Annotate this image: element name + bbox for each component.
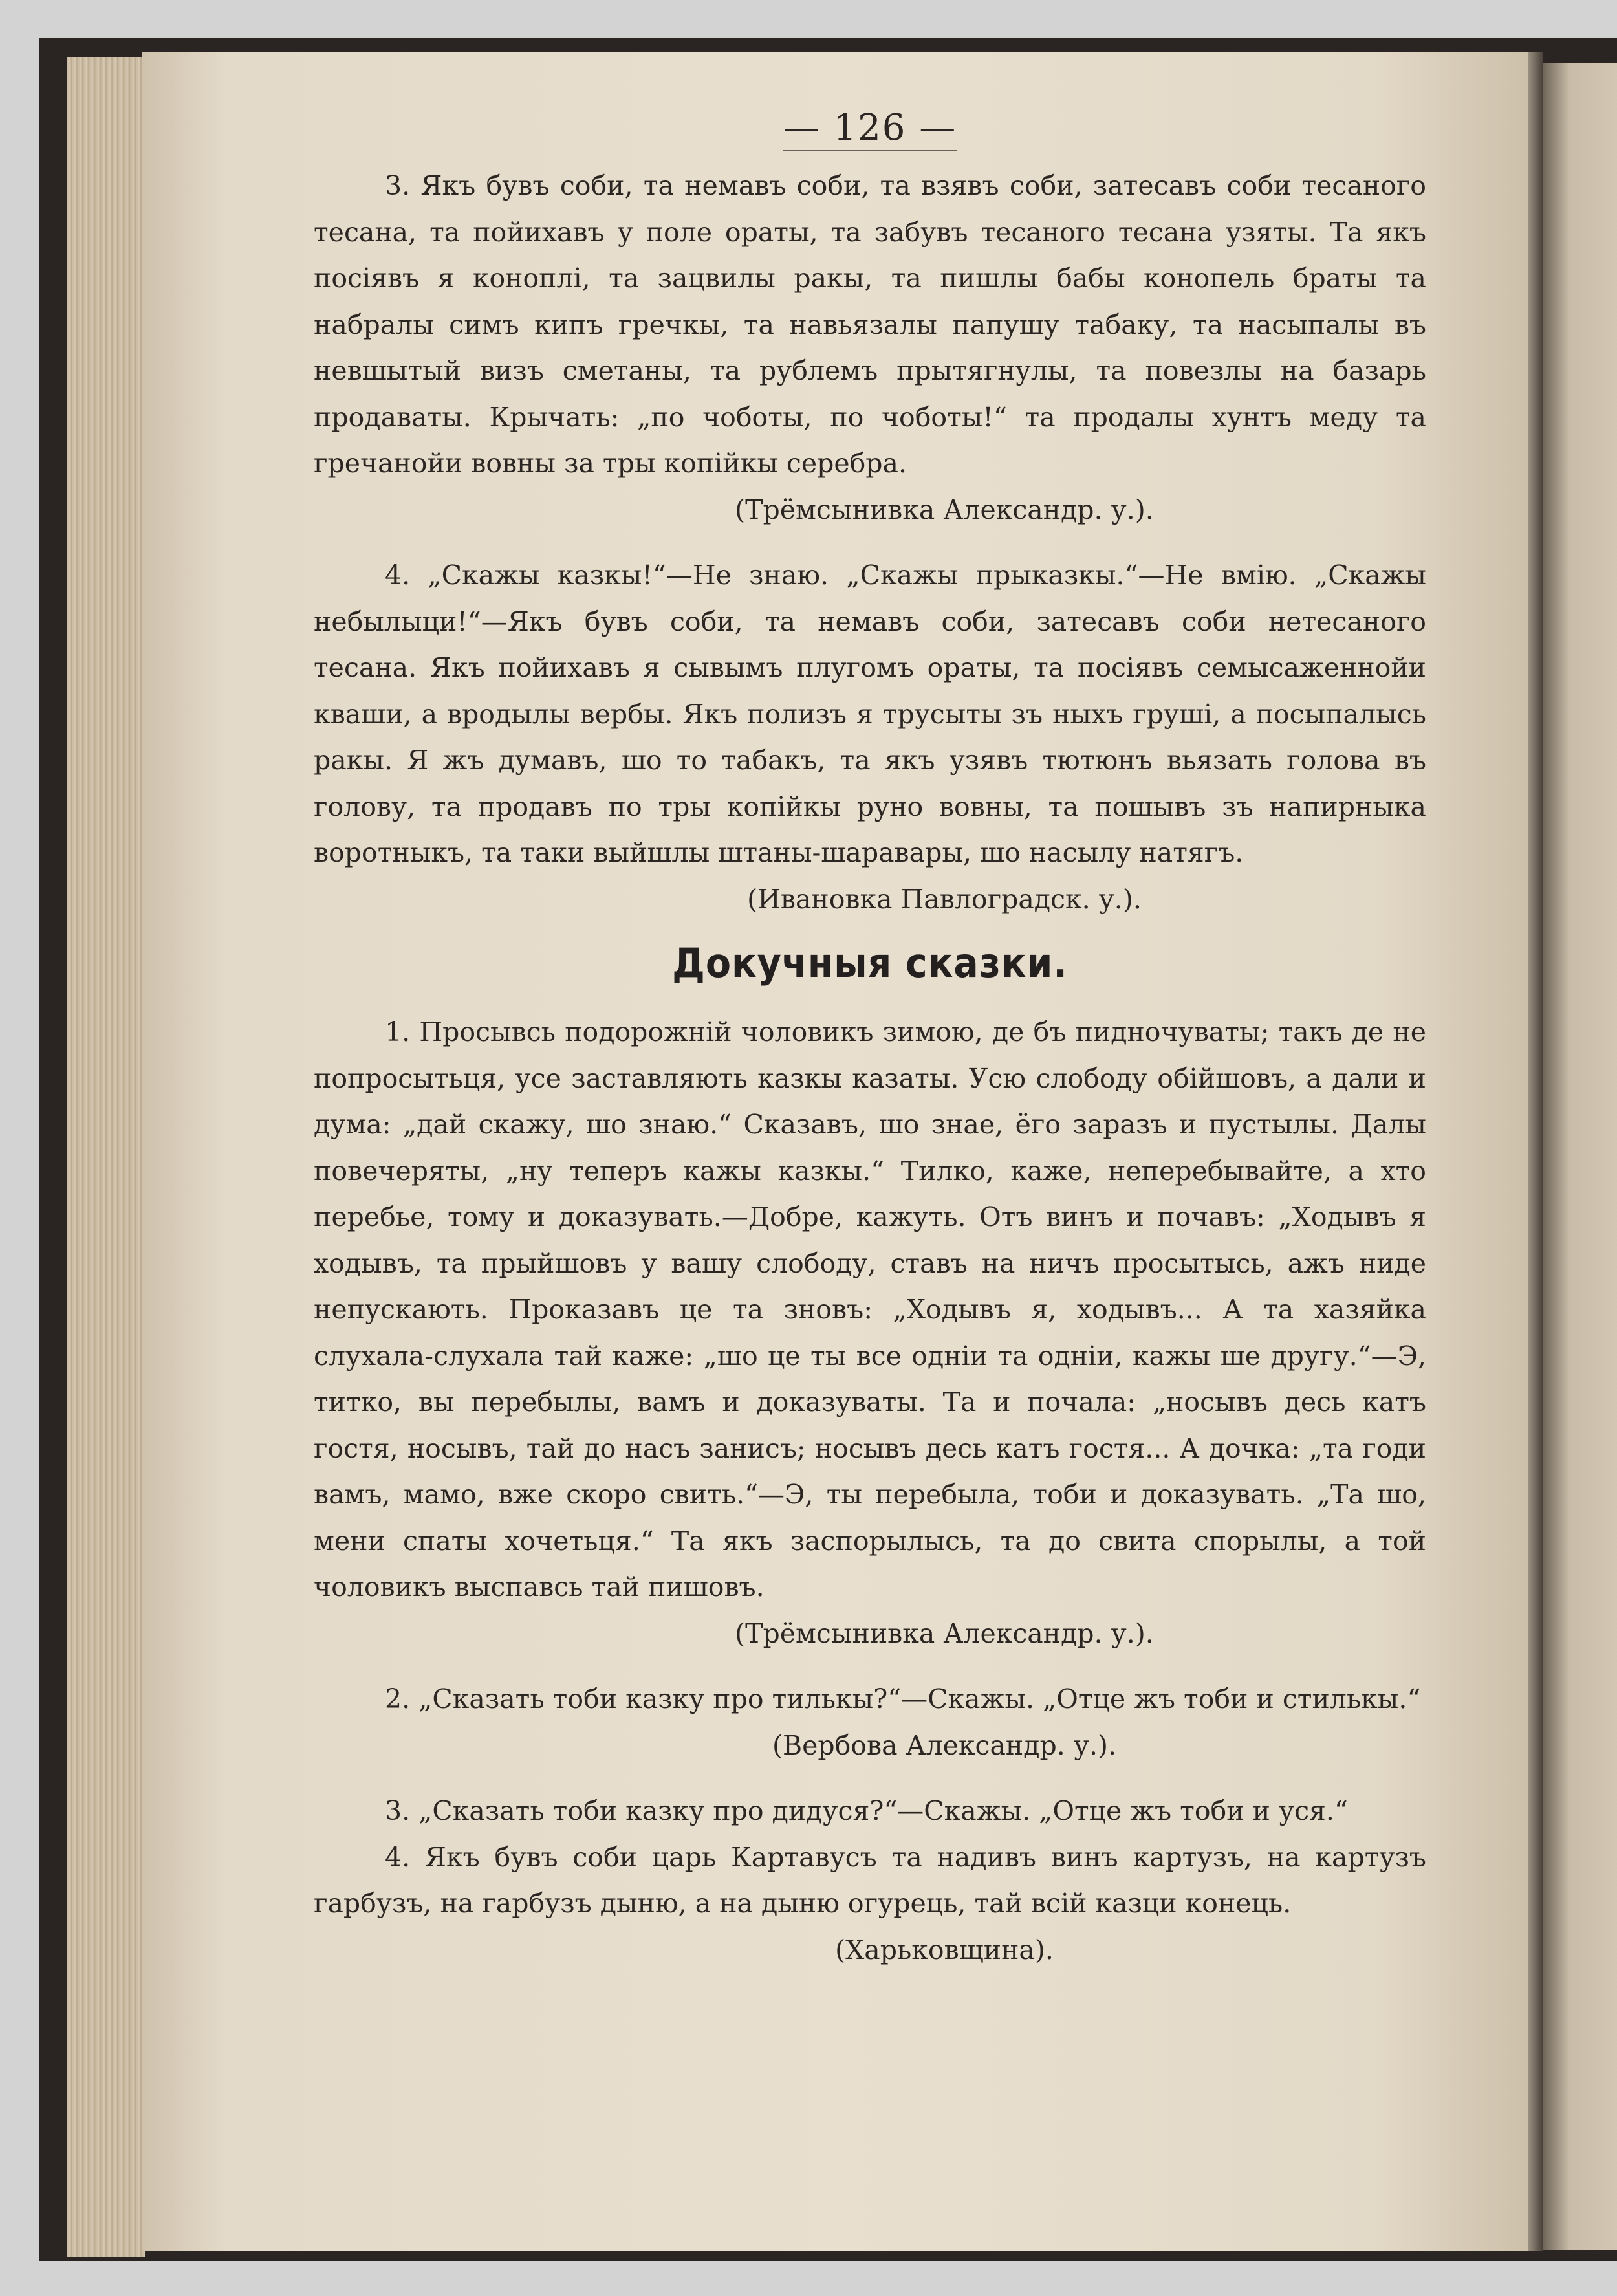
spacer <box>314 533 1426 552</box>
spacer <box>314 1769 1426 1788</box>
tale-1: 1. Просывсь подорожнiй чоловикъ зимою, де бъ пидночуваты; такъ де не попросытьця, усе заставляють казкы казаты. Усю слободу обiйшовъ, а дали и дума: „дай скажу, шо знаю.“ Сказавъ, шо знае, ёго заразъ и пустылы. Далы повечеряты, „ну теперъ кажы казкы.“ Тилко, каже, неперебывайте, а хто перебье, тому и доказувать.—Добре, кажуть. Отъ винъ и почавъ: „Ходывъ я ходывъ, та прыйшовъ у вашу слободу, ставъ на ничъ просытысь, ажъ ниде непускають. Проказавъ це та зновъ: „Ходывъ я, ходывъ... А та хазяйка слухала-слухала тай каже: „шо це ты все однiи та однiи, кажы ше другу.“—Э, титко, вы перебылы, вамъ и доказуваты. Та и почала: „носывъ десь катъ гостя, носывъ, тай до насъ занисъ; носывъ десь катъ гостя... А дочка: „та годи вамъ, мамо, вже скоро свить.“—Э, ты перебыла, тоби и доказувать. „Та шо, мени спаты хочетьця.“ Та якъ заспорылысь, та до свита спорылы, а той чоловикъ выспавсь тай пишовъ. <box>314 1016 1426 1602</box>
book-page-edges <box>67 57 145 2257</box>
tale-2: 2. „Сказать тоби казку про тилькы?“—Скажы. „Отце жъ тоби и стилькы.“ <box>385 1683 1421 1714</box>
source-note-tale-4: (Харьковщина). <box>835 1934 1054 1965</box>
book-gutter-shadow <box>1528 52 1543 2251</box>
paragraph-3: 3. Якъ бувъ соби, та немавъ соби, та взявъ соби, затесавъ соби тесаного тесана, та пойихавъ у поле ораты, та забувъ тесаного тесана узяты. Та якъ посiявъ я коноплi, та зацвилы ракы, та пишлы бабы конопель браты та набралы симъ кипъ гречкы, та навьязалы папушу табаку, та насыпалы въ невшытый визъ сметаны, та рублемъ прытягнулы, та повезлы на базарь продаваты. Крычать: „по чоботы, по чоботы!“ та продалы хунтъ меду та гречанойи вовны за тры копiйкы серебра. <box>314 170 1426 479</box>
source-note-tale-2: (Вербова Александр. у.). <box>772 1729 1117 1761</box>
tale-3: 3. „Сказать тоби казку про дидуся?“—Скажы. „Отце жъ тоби и уся.“ <box>385 1795 1348 1826</box>
source-note-tale-1: (Трёмсынивка Александр. у.). <box>735 1617 1154 1649</box>
paragraph-4: 4. „Скажы казкы!“—Не знаю. „Скажы прыказкы.“—Не вмiю. „Скажы небылыци!“—Якъ бувъ соби, та немавъ соби, затесавъ соби нетесаного тесана. Якъ пойихавъ я сывымъ плугомъ ораты, та посiявъ семысаженнойи кваши, а вродылы вербы. Якъ полизъ я трусыты зъ ныхъ грушi, а посыпалысь ракы. Я жъ думавъ, шо то табакъ, та якъ узявъ тютюнъ вьязать голова въ голову, та продавъ по тры копiйкы руно вовны, та пошывъ зъ напирныка воротныкъ, та таки выйшлы штаны-шаравары, шо насылу натягъ. <box>314 560 1426 868</box>
page-text <box>314 102 1426 1973</box>
spacer <box>314 1657 1426 1676</box>
source-note-4: (Ивановка Павлоградск. у.). <box>747 883 1142 915</box>
tale-4: 4. Якъ бувъ соби царь Картавусъ та надивъ винъ картузъ, на картузъ гарбузъ, на гарбузъ дыню, а на дыню огурець, тай всiй казци конець. <box>314 1841 1426 1919</box>
source-note-3: (Трёмсынивка Александр. у.). <box>735 494 1154 525</box>
page-number: — 126 — <box>314 102 1426 154</box>
facing-page-edge <box>1543 63 1617 2250</box>
section-heading: Докучныя сказки. <box>672 939 1068 987</box>
